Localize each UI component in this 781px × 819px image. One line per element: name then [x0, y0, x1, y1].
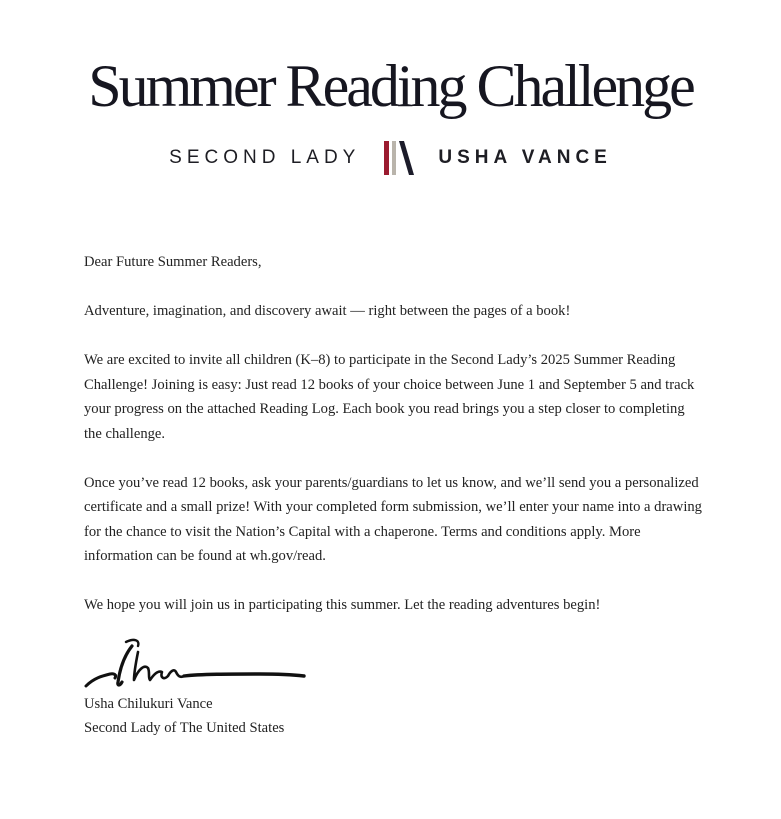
- byline: [0, 137, 781, 179]
- byline-prefix: SECOND LADY: [169, 147, 361, 168]
- page-title: Summer Reading Challenge: [88, 53, 693, 119]
- paragraph-intro: Adventure, imagination, and discovery await — right between the pages of a book!: [84, 303, 571, 319]
- signer-title: Second Lady of The United States: [84, 720, 285, 736]
- paragraph-invite: We are excited to invite all children (K–8) to participate in the Second Lady’s 2025 Summer Reading Challenge! Joining is easy: Just read 12 books of your choice between June 1 and September 5 and track your progress on the attached Reading Log. Each book you read brings you a step closer to completing the challenge.: [84, 352, 695, 442]
- paragraph-prize: Once you’ve read 12 books, ask your parents/guardians to let us know, and we’ll send you a personalized certificate and a small prize! With your completed form submission, we’ll enter your name into a drawing for the chance to visit the Nation’s Capital with a chaperone. Terms and conditions apply. More information can be found at wh.gov/read.: [84, 474, 702, 564]
- book-stripes-logo-icon: [382, 139, 416, 177]
- salutation: Dear Future Summer Readers,: [84, 254, 262, 270]
- letter-body: [84, 250, 704, 642]
- paragraph-closing: We hope you will join us in participating this summer. Let the reading adventures begin!: [84, 597, 601, 613]
- signer-name: Usha Chilukuri Vance: [84, 696, 213, 712]
- handwritten-signature: [80, 634, 310, 692]
- byline-name: USHA VANCE: [438, 147, 612, 168]
- signer-block: [84, 692, 284, 740]
